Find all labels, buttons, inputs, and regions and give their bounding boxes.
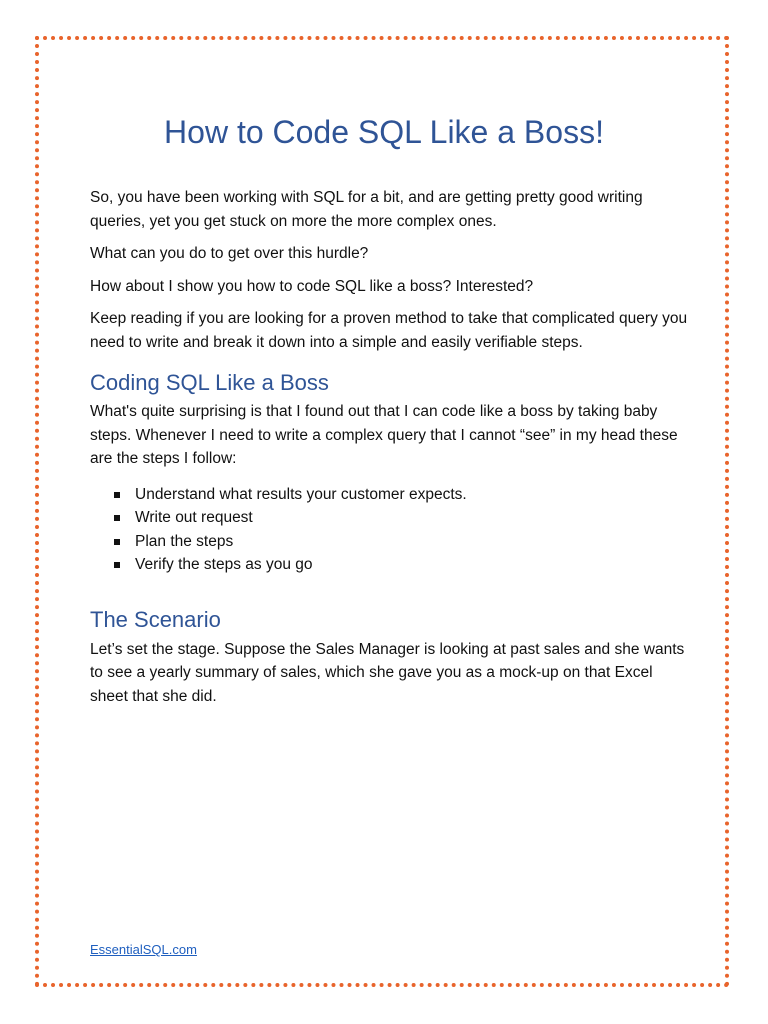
document-body <box>90 186 690 717</box>
steps-list <box>90 483 690 577</box>
footer-website-link[interactable]: EssentialSQL.com <box>90 942 197 957</box>
list-item-text: Verify the steps as you go <box>135 556 313 573</box>
square-bullet-icon <box>114 492 120 498</box>
intro-paragraph-2: What can you do to get over this hurdle? <box>90 245 369 262</box>
intro-paragraph-3: How about I show you how to code SQL like a boss? Interested? <box>90 277 534 295</box>
list-item-text: Write out request <box>135 509 253 526</box>
square-bullet-icon <box>114 515 120 521</box>
intro-paragraph-1: So, you have been working with SQL for a bit, and are getting pretty good writing queries, yet you get stuck on more the more complex ones. <box>90 189 643 230</box>
list-item-text: Understand what results your customer expects. <box>135 485 467 503</box>
list-item <box>90 506 690 530</box>
intro-paragraph-4: Keep reading if you are looking for a proven method to take that complicated query you need to write and break it down into a simple and easily verifiable steps. <box>90 310 688 351</box>
list-item <box>90 530 690 554</box>
square-bullet-icon <box>114 562 120 568</box>
section-paragraph-coding: What's quite surprising is that I found out that I can code like a boss by taking baby steps. Whenever I need to write a complex query that I cannot “see” in my head these are the steps I follow: <box>90 403 678 467</box>
list-item-text: Plan the steps <box>135 532 234 550</box>
section-paragraph-scenario: Let’s set the stage. Suppose the Sales Manager is looking at past sales and she wants to see a yearly summary of sales, which she gave you as a mock-up on that Excel sheet that she did. <box>90 640 685 705</box>
section-heading-scenario: The Scenario <box>90 606 221 632</box>
document-title: How to Code SQL Like a Boss! <box>164 114 604 150</box>
list-item <box>90 483 690 507</box>
section-heading-coding: Coding SQL Like a Boss <box>90 370 329 395</box>
square-bullet-icon <box>114 539 120 545</box>
list-item <box>90 553 690 577</box>
